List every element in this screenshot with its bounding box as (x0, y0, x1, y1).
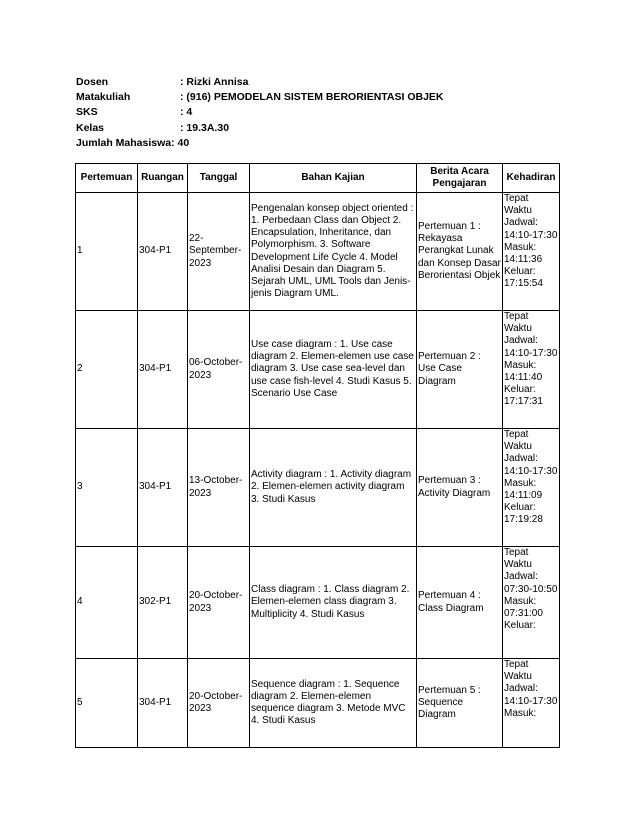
table-row (76, 429, 560, 547)
info-value: : 4 (180, 106, 193, 119)
cell-ruangan: 304-P1 (138, 659, 188, 748)
cell-kehadiran: Tepat Waktu Jadwal: 14:10-17:30 Masuk: 14:11:40 Keluar: 17:17:31 (503, 311, 560, 429)
cell-berita-acara: Pertemuan 3 : Activity Diagram (417, 429, 503, 547)
cell-tanggal: 20-October-2023 (188, 547, 250, 659)
cell-ruangan: 302-P1 (138, 547, 188, 659)
info-row-sks (76, 105, 444, 120)
table-row (76, 311, 560, 429)
cell-pertemuan: 4 (76, 547, 138, 659)
header-kehadiran: Kehadiran (503, 164, 560, 193)
cell-bahan-kajian: Activity diagram : 1. Activity diagram 2. Elemen-elemen activity diagram 3. Studi Kasus (250, 429, 417, 547)
table-header-row (76, 164, 560, 193)
info-row-matakuliah (76, 90, 444, 105)
table-row (76, 547, 560, 659)
header-berita-acara: Berita Acara Pengajaran (417, 164, 503, 193)
attendance-table (75, 163, 560, 748)
course-info (76, 75, 444, 151)
cell-pertemuan: 1 (76, 193, 138, 311)
info-value: : 19.3A.30 (180, 121, 230, 134)
cell-berita-acara: Pertemuan 2 : Use Case Diagram (417, 311, 503, 429)
cell-pertemuan: 5 (76, 659, 138, 748)
cell-pertemuan: 2 (76, 311, 138, 429)
info-value: : 40 (171, 136, 190, 149)
info-label: SKS (76, 106, 98, 119)
header-tanggal: Tanggal (188, 164, 250, 193)
cell-kehadiran: Tepat Waktu Jadwal: 14:10-17:30 Masuk: (503, 659, 560, 748)
header-bahan-kajian: Bahan Kajian (250, 164, 417, 193)
table-row (76, 193, 560, 311)
cell-kehadiran: Tepat Waktu Jadwal: 14:10-17:30 Masuk: 14:11:09 Keluar: 17:19:28 (503, 429, 560, 547)
info-label: Dosen (76, 76, 109, 88)
cell-berita-acara: Pertemuan 4 : Class Diagram (417, 547, 503, 659)
info-label: Jumlah Mahasiswa (76, 136, 172, 149)
info-row-jumlah-mahasiswa (76, 136, 444, 151)
cell-ruangan: 304-P1 (138, 429, 188, 547)
info-value: : Rizki Annisa (180, 76, 249, 88)
cell-kehadiran: Tepat Waktu Jadwal: 14:10-17:30 Masuk: 14:11:36 Keluar: 17:15:54 (503, 193, 560, 311)
cell-tanggal: 20-October-2023 (188, 659, 250, 748)
cell-tanggal: 06-October-2023 (188, 311, 250, 429)
table-row (76, 659, 560, 748)
cell-berita-acara: Pertemuan 5 : Sequence Diagram (417, 659, 503, 748)
cell-ruangan: 304-P1 (138, 193, 188, 311)
cell-bahan-kajian: Pengenalan konsep object oriented : 1. Perbedaan Class dan Object 2. Encapsulation, Inheritance, dan Polymorphism. 3. Software Development Life Cycle 4. Model Analisi Desain dan Diagram 5. Sejarah UML, UML Tools dan Jenis-jenis Diagram UML. (250, 193, 417, 311)
header-ruangan: Ruangan (138, 164, 188, 193)
cell-bahan-kajian: Class diagram : 1. Class diagram 2. Elemen-elemen class diagram 3. Multiplicity 4. Studi Kasus (250, 547, 417, 659)
cell-tanggal: 22-September-2023 (188, 193, 250, 311)
header-pertemuan: Pertemuan (76, 164, 138, 193)
cell-tanggal: 13-October-2023 (188, 429, 250, 547)
cell-pertemuan: 3 (76, 429, 138, 547)
cell-bahan-kajian: Sequence diagram : 1. Sequence diagram 2. Elemen-elemen sequence diagram 3. Metode MVC 4. Studi Kasus (250, 659, 417, 748)
cell-berita-acara: Pertemuan 1 : Rekayasa Perangkat Lunak dan Konsep Dasar Berorientasi Objek (417, 193, 503, 311)
info-value: : (916) PEMODELAN SISTEM BERORIENTASI OBJEK (180, 91, 444, 104)
info-label: Matakuliah (76, 91, 131, 104)
cell-kehadiran: Tepat Waktu Jadwal: 07:30-10:50 Masuk: 07:31:00 Keluar: (503, 547, 560, 659)
cell-bahan-kajian: Use case diagram : 1. Use case diagram 2. Elemen-elemen use case diagram 3. Use case sea-level dan use case fish-level 4. Studi Kasus 5. Scenario Use Case (250, 311, 417, 429)
info-label: Kelas (76, 121, 105, 134)
cell-ruangan: 304-P1 (138, 311, 188, 429)
info-row-dosen (76, 75, 444, 90)
info-row-kelas (76, 121, 444, 136)
